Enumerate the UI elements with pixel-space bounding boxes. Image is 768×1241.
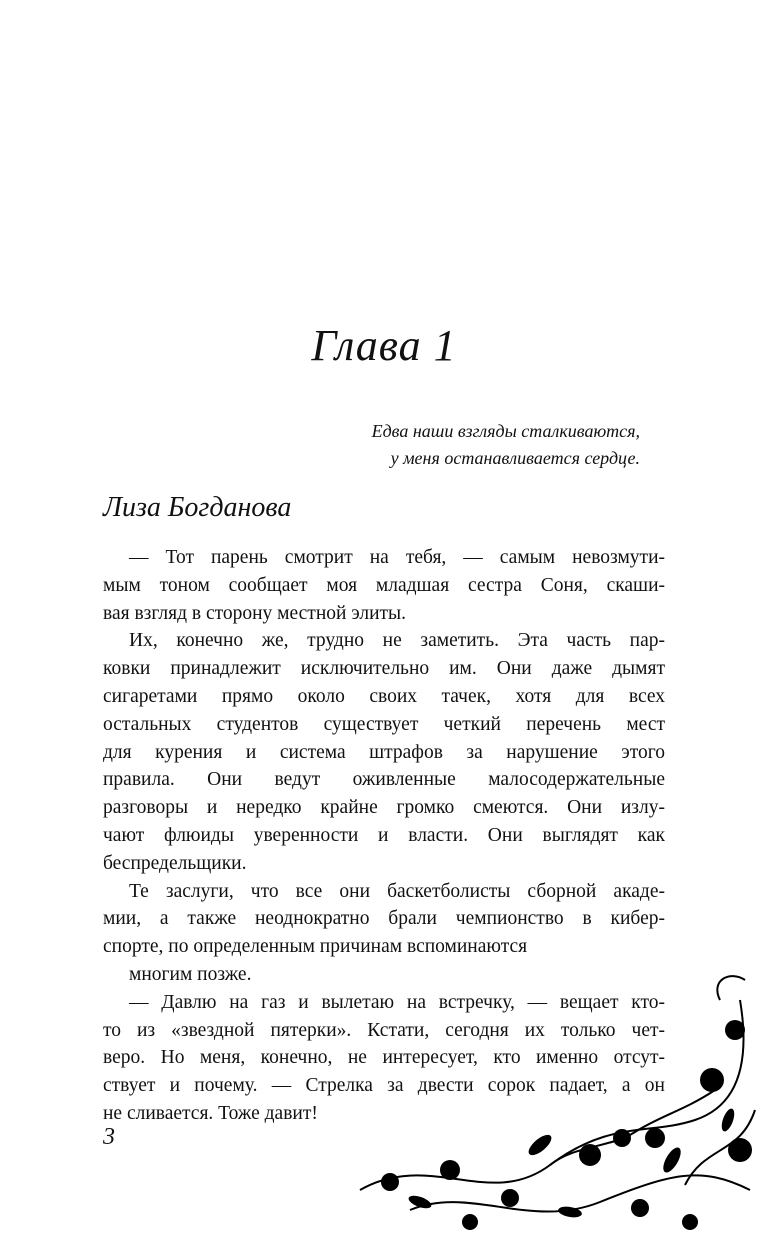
text-line: — Давлю на газ и вылетаю на встречку, — вещает кто- (129, 991, 665, 1013)
text-line: Те заслуги, что все они баскетболисты сборной акаде- (129, 880, 665, 902)
text-line: сигаретами прямо около своих тачек, хотя для всех (103, 685, 665, 707)
body-text (103, 544, 665, 1128)
epigraph-line: Едва наши взгляды сталкиваются, (371, 421, 640, 441)
text-line: мии, а также неоднократно брали чемпионство в кибер- (103, 908, 665, 930)
chapter-title: Глава 1 (311, 321, 457, 370)
text-line: то из «звездной пятерки». Кстати, сегодня их только чет- (103, 1019, 665, 1041)
text-line: многим позже. (129, 963, 252, 985)
text-line: ствует и почему. — Стрелка за двести сорок падает, а он (103, 1075, 665, 1097)
author-heading: Лиза Богданова (103, 492, 292, 523)
text-line: беспредельщики. (103, 852, 247, 874)
text-line: правила. Они ведут оживленные малосодержательные (103, 769, 665, 791)
text-line: — Тот парень смотрит на тебя, — самым невозмути- (129, 547, 665, 568)
text-line: разговоры и нередко крайне громко смеются. Они излу- (103, 797, 665, 819)
text-line: мым тоном сообщает моя младшая сестра Соня, скаши- (103, 574, 665, 596)
text-line: остальных студентов существует четкий перечень мест (103, 713, 665, 735)
text-line: вая взгляд в сторону местной элиты. (103, 602, 407, 624)
page-number: 3 (103, 1124, 115, 1150)
epigraph-line: у меня останавливается сердце. (390, 448, 640, 468)
text-line: Их, конечно же, трудно не заметить. Эта часть пар- (129, 630, 665, 652)
text-line: чают флюиды уверенности и власти. Они выглядят как (103, 824, 665, 846)
text-line: спорте, по определенным причинам вспоминаются (103, 936, 528, 958)
text-line: не сливается. Тоже давит! (103, 1102, 318, 1124)
text-line: ковки принадлежит исключительно им. Они даже дымят (103, 658, 665, 680)
text-line: для курения и система штрафов за нарушение этого (103, 741, 665, 763)
text-line: веро. Но меня, конечно, не интересует, кто именно отсут- (103, 1047, 665, 1069)
epigraph (372, 418, 640, 472)
